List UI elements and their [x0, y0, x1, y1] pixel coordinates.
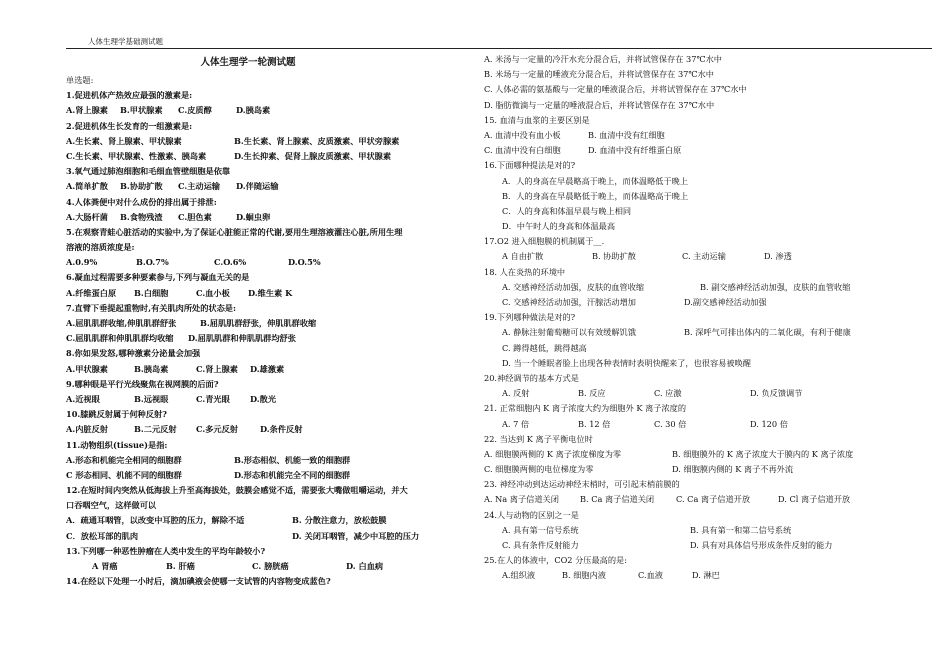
answer-option: D. 具有对具体信号形成条件反射的能力: [690, 540, 833, 550]
answer-option: A 胃癌: [92, 561, 118, 571]
answer-options-row: [66, 559, 470, 574]
answer-option: D.雄激素: [250, 363, 285, 374]
answer-option: D.维生素 K: [248, 287, 293, 298]
answer-options-row: [66, 179, 470, 194]
answer-option: B. 细胞膜外的 K 离子浓度大于膜内的 K 离子浓度: [672, 448, 854, 459]
answer-option: C.胆色素: [178, 211, 212, 222]
answer-option: B.二元反射: [134, 424, 177, 435]
answer-option: D.胰岛素: [236, 105, 271, 116]
question-line: 20.神经调节的基本方式是: [484, 372, 579, 383]
question-line: 10.膝跳反射属于何种反射?: [66, 409, 167, 420]
answer-options-row: [484, 341, 914, 356]
answer-option: A. 具有第一信号系统: [502, 524, 579, 535]
answer-option: B.生长素、肾上腺素、皮质激素、甲状旁腺素: [234, 135, 400, 146]
answer-options-row: [66, 392, 470, 407]
answer-options-row: [484, 143, 914, 158]
question-line: 1.促进机体产热效应最强的激素是:: [66, 90, 193, 101]
answer-option: A.甲状腺素: [66, 363, 108, 374]
answer-option: B. 细胞内液: [562, 570, 606, 581]
answer-option: C.血小板: [196, 287, 230, 298]
answer-option: C．放松耳部的肌肉: [66, 530, 139, 541]
question-line: 11.动物组织(tissue)是指:: [66, 439, 168, 450]
answer-options-row: [484, 219, 914, 234]
question-line: 8.你如果发怒,哪种激素分泌量会加强: [66, 348, 201, 359]
answer-options-row: [484, 568, 914, 583]
header-text: 人体生理学基础测试题: [88, 37, 163, 46]
answer-option: C. 细胞膜两侧的电位梯度为零: [484, 464, 594, 475]
question-line: 17.O2 进入细胞膜的机制属于__.: [484, 236, 605, 247]
question-line: 25.在人的体液中，CO2 分压最高的是:: [484, 555, 628, 566]
answer-options-row: [66, 134, 470, 149]
answer-option: D. 淋巴: [692, 570, 720, 581]
answer-options-row: [66, 255, 470, 270]
answer-option: A.纤维蛋白原: [66, 287, 117, 298]
answer-option: D. 120 倍: [750, 418, 788, 429]
answer-option: D.形态和机能完全不同的细胞群: [234, 469, 351, 480]
answer-option: A. 米汤与一定量的冷汗水充分混合后，并将试管保存在 37℃水中: [484, 54, 722, 64]
answer-option: D. 渗透: [764, 251, 792, 262]
answer-options-row: [484, 295, 914, 310]
answer-options-row: [66, 529, 470, 544]
answer-options-row: [484, 325, 914, 340]
answer-option: C. 主动运输: [682, 251, 726, 262]
answer-options-row: [484, 492, 914, 507]
answer-option: A．疏通耳咽管，以改变中耳腔的压力，解除不适: [66, 515, 245, 526]
answer-option: C.青光眼: [196, 393, 230, 404]
question-line: 14.在经以下处理一小时后，滴加碘液会使哪一支试管的内容物变成蓝色?: [66, 576, 331, 587]
answer-option: D. 关闭耳咽管，减少中耳腔的压力: [292, 530, 420, 541]
answer-option: A.内脏反射: [66, 424, 108, 435]
answer-option: C.屈肌肌群和伸肌肌群均收缩: [66, 333, 174, 344]
answer-option: C.O.6%: [214, 257, 247, 268]
question-line: 口吞咽空气，这样做可以: [66, 500, 157, 511]
answer-options-row: [484, 523, 914, 538]
answer-option: A.简单扩散: [66, 181, 108, 192]
answer-option: D.条件反射: [260, 424, 303, 435]
answer-option: B. 12 倍: [578, 418, 611, 429]
answer-option: C.皮质醇: [178, 105, 212, 116]
answer-options-row: [66, 362, 470, 377]
question-line: 3.氧气通过肺泡细胞和毛细血管壁细胞是依靠: [66, 166, 231, 177]
answer-option: C.主动运输: [178, 181, 220, 192]
answer-option: A. Na 离子信道关闭: [484, 494, 559, 505]
answer-option: B.食物残渣: [120, 211, 163, 222]
answer-option: C. 30 倍: [654, 418, 687, 429]
question-line: 19.下列哪种做法是对的?: [484, 312, 576, 323]
question-line: 15. 血清与血浆的主要区别是: [484, 114, 590, 125]
answer-option: A.大肠杆菌: [66, 211, 108, 222]
question-line: 溶液的溶质浓度是:: [66, 242, 135, 253]
answer-options-row: [484, 280, 914, 295]
answer-option: A.生长素、肾上腺素、甲状腺素: [66, 135, 182, 146]
answer-options-row: [484, 82, 914, 97]
answer-option: C. 血清中没有白细胞: [484, 145, 561, 156]
document-title: 人体生理学一轮测试题: [200, 57, 296, 68]
question-line: 7.直臂下垂提起重物时,有关肌肉所处的状态是:: [66, 302, 236, 313]
answer-option: A. 静脉注射葡萄糖可以有效缓解饥饿: [502, 327, 636, 338]
left-column: [66, 52, 470, 589]
answer-option: B. 深呼气可排出体内的二氧化碳，有利于健康: [684, 327, 851, 338]
answer-option: B. Ca 离子信道关闭: [580, 494, 655, 505]
answer-option: A.近视眼: [66, 393, 100, 404]
answer-option: B. 副交感神经活动加强，皮肤的血管收缩: [700, 281, 851, 292]
answer-option: D.生长抑素、促肾上腺皮质激素、甲状腺素: [234, 150, 392, 161]
answer-option: A. 血清中没有血小板: [484, 129, 561, 140]
answer-option: B. 反应: [578, 388, 606, 399]
answer-option: A.0.9%: [66, 257, 98, 268]
answer-options-row: [484, 98, 914, 113]
answer-options-row: [484, 417, 914, 432]
answer-options-row: [484, 174, 914, 189]
answer-option: C.多元反射: [196, 424, 238, 435]
answer-options-row: [484, 386, 914, 401]
section-label: 单选题:: [66, 75, 94, 85]
answer-option: C.血液: [638, 570, 663, 581]
answer-options-row: [66, 149, 470, 164]
answer-options-row: [484, 128, 914, 143]
answer-option: A. 细胞膜两侧的 K 离子浓度梯度为零: [484, 448, 622, 459]
answer-options-row: [66, 210, 470, 225]
question-line: 18. 人在炎热的环境中: [484, 266, 566, 277]
answer-option: C．人的身高和体温早晨与晚上相同: [502, 205, 632, 216]
question-line: 12.在短时间内突然从低海拔上升至高海拔处，鼓膜会感觉不适，需要张大嘴做咀嚼运动，并大: [66, 485, 408, 496]
answer-option: D. 细胞膜内侧的 K 离子不再外流: [672, 464, 794, 475]
answer-option: D.屈肌肌群和伸肌肌群均舒张: [188, 333, 296, 344]
answer-option: C. 蹲得越低，跳得越高: [502, 342, 587, 353]
answer-option: D.副交感神经活动加强: [684, 297, 767, 307]
answer-option: D. 当一个睡眠者脸上出现各种表情时表明快醒来了，也很容易被唤醒: [502, 357, 751, 368]
answer-option: C 形态相同、机能不同的细胞群: [66, 469, 182, 480]
answer-option: B.协助扩散: [120, 181, 163, 192]
answer-option: A. 反射: [502, 388, 530, 399]
question-line: 5.在观察青蛙心脏活动的实验中,为了保证心脏能正常的代谢,要用生理溶液灌注心脏,所用生理: [66, 226, 403, 237]
question-line: 4.人体粪便中对什么成份的排出属于排泄:: [66, 196, 217, 207]
answer-options-row: [484, 52, 914, 67]
answer-option: A.组织液: [502, 570, 536, 581]
answer-options-row: [66, 468, 470, 483]
answer-options-row: [66, 103, 470, 118]
answer-option: A.肾上腺素: [66, 105, 108, 116]
answer-option: D.O.5%: [288, 257, 321, 268]
answer-option: C. Ca 离子信道开放: [676, 494, 751, 505]
answer-option: A．人的身高在早晨略高于晚上，而体温略低于晚上: [502, 175, 689, 186]
answer-option: C. 人体必需的氨基酸与一定量的唾液混合后，并将试管保存在 37℃水中: [484, 84, 747, 95]
answer-option: A.屈肌肌群收缩,伸肌肌群舒张: [66, 318, 177, 328]
question-line: 23. 神经冲动到达运动神经末梢时，可引起末梢前膜的: [484, 479, 680, 490]
answer-option: B. 血清中没有红细胞: [588, 129, 665, 140]
question-line: 16.下面哪种提法是对的?: [484, 160, 576, 171]
question-line: 9.哪种眼是平行光线聚焦在视网膜的后面?: [66, 378, 219, 389]
answer-option: D. 负反馈调节: [750, 388, 803, 399]
question-line: 22. 当达到 K 离子平衡电位时: [484, 433, 593, 444]
answer-options-row: [484, 462, 914, 477]
answer-option: B. 米场与一定量的唾液充分混合后，并将试管保存在 37℃水中: [484, 69, 714, 80]
answer-option: D. Cl 离子信道开放: [778, 494, 851, 505]
answer-option: B.胰岛素: [134, 363, 169, 374]
answer-option: D.散光: [250, 393, 277, 404]
answer-option: C. 应激: [654, 388, 682, 399]
answer-option: A.形态和机能完全相同的细胞群: [66, 454, 182, 465]
answer-option: B.形态相似、机能一致的细胞群: [234, 454, 351, 465]
question-line: 6.凝血过程需要多种要素参与,下列与凝血无关的是: [66, 272, 250, 283]
answer-options-row: [66, 422, 470, 437]
answer-option: B. 协助扩散: [592, 251, 636, 262]
answer-option: D. 血清中没有纤维蛋白原: [588, 145, 682, 156]
answer-option: D. 脂肪微滴与一定量的唾液混合后，并将试管保存在 37℃水中: [484, 99, 715, 110]
answer-option: B.远视眼: [134, 393, 169, 404]
answer-option: A. 交感神经活动加强，皮肤的血管收缩: [502, 281, 645, 292]
header-divider: [66, 48, 932, 49]
answer-option: D.蛔虫卵: [236, 211, 271, 222]
answer-options-row: [484, 249, 914, 264]
answer-option: B.O.7%: [136, 257, 169, 268]
answer-option: B.甲状腺素: [120, 105, 163, 116]
answer-option: C. 交感神经活动加强，汗腺活动增加: [502, 297, 636, 307]
answer-options-row: [66, 453, 470, 468]
answer-option: B. 分散注意力，放松鼓膜: [292, 515, 387, 526]
answer-option: D.伴随运输: [236, 181, 279, 192]
answer-options-row: [66, 286, 470, 301]
answer-options-row: [484, 447, 914, 462]
answer-options-row: [66, 331, 470, 346]
answer-option: B. 肝癌: [166, 561, 195, 571]
answer-options-row: [484, 204, 914, 219]
answer-option: A. 7 倍: [502, 418, 530, 429]
question-line: 21. 正常细胞内 K 离子浓度大约为细胞外 K 离子浓度的: [484, 403, 687, 414]
answer-options-row: [484, 538, 914, 553]
answer-option: D. 白血病: [346, 561, 384, 571]
answer-option: C.生长素、甲状腺素、性激素、胰岛素: [66, 150, 207, 161]
answer-option: C. 膀胱癌: [252, 561, 289, 571]
answer-option: D．中午时人的身高和体温最高: [502, 221, 616, 232]
question-line: 24.人与动物的区别之一是: [484, 509, 579, 520]
answer-options-row: [484, 189, 914, 204]
answer-options-row: [66, 316, 470, 331]
answer-option: C. 具有条件反射能力: [502, 540, 579, 550]
answer-option: C.肾上腺素: [196, 363, 238, 374]
answer-options-row: [484, 67, 914, 82]
question-line: 13.下列哪一种恶性肿瘤在人类中发生的平均年龄较小?: [66, 545, 266, 556]
answer-option: B．人的身高在早晨略低于晚上，而体温略高于晚上: [502, 190, 689, 201]
answer-options-row: [66, 513, 470, 528]
answer-option: B.屈肌肌群舒张，伸肌肌群收缩: [200, 318, 317, 328]
right-column: [484, 52, 914, 584]
answer-options-row: [484, 356, 914, 371]
answer-option: A 自由扩散: [502, 251, 544, 262]
answer-option: B. 具有第一和第二信号系统: [690, 524, 792, 535]
question-line: 2.促进机体生长发育的一组激素是:: [66, 120, 193, 131]
answer-option: B.白细胞: [134, 287, 169, 298]
